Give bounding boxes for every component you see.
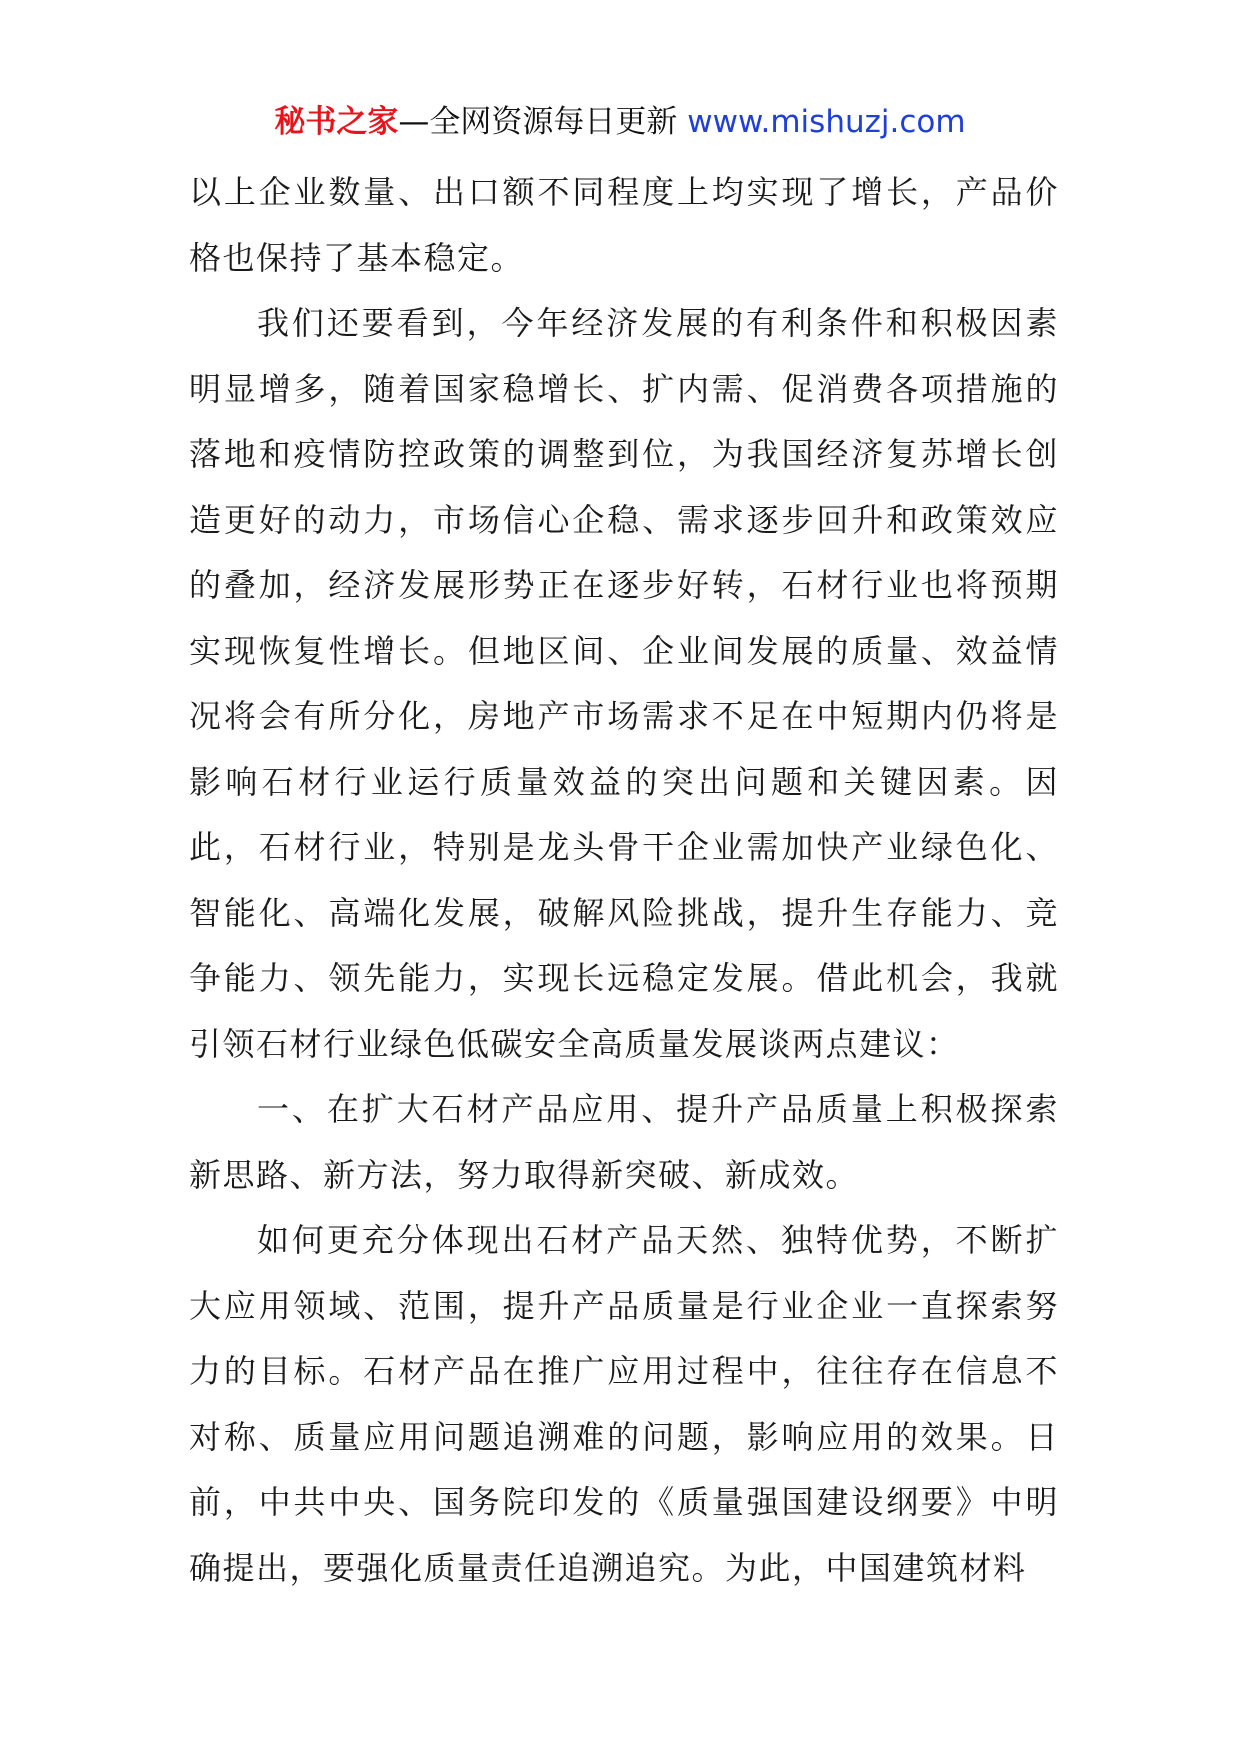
document-body <box>189 160 1059 1601</box>
site-url-link[interactable]: www.mishuzj.com <box>687 104 966 140</box>
section-heading-1: 一、在扩大石材产品应用、提升产品质量上积极探索新思路、新方法，努力取得新突破、新成效。 <box>189 1090 1059 1194</box>
site-tagline: —全网资源每日更新 <box>398 104 688 140</box>
paragraph-outlook: 我们还要看到，今年经济发展的有利条件和积极因素明显增多，随着国家稳增长、扩内需、促消费各项措施的落地和疫情防控政策的调整到位，为我国经济复苏增长创造更好的动力，市场信心企稳、需求逐步回升和政策效应的叠加，经济发展形势正在逐步好转，石材行业也将预期实现恢复性增长。但地区间、企业间发展的质量、效益情况将会有所分化，房地产市场需求不足在中短期内仍将是影响石材行业运行质量效益的突出问题和关键因素。因此，石材行业，特别是龙头骨干企业需加快产业绿色化、智能化、高端化发展，破解风险挑战，提升生存能力、竞争能力、领先能力，实现长远稳定发展。借此机会，我就引领石材行业绿色低碳安全高质量发展谈两点建议： <box>189 304 1059 1063</box>
brand-name: 秘书之家 <box>274 104 399 140</box>
site-header <box>0 100 1240 144</box>
paragraph-continuation: 以上企业数量、出口额不同程度上均实现了增长，产品价格也保持了基本稳定。 <box>189 173 1059 277</box>
paragraph-quality: 如何更充分体现出石材产品天然、独特优势，不断扩大应用领域、范围，提升产品质量是行业企业一直探索努力的目标。石材产品在推广应用过程中，往往存在信息不对称、质量应用问题追溯难的问题，影响应用的效果。日前，中共中央、国务院印发的《质量强国建设纲要》中明确提出，要强化质量责任追溯追究。为此，中国建筑材料 <box>189 1221 1059 1587</box>
